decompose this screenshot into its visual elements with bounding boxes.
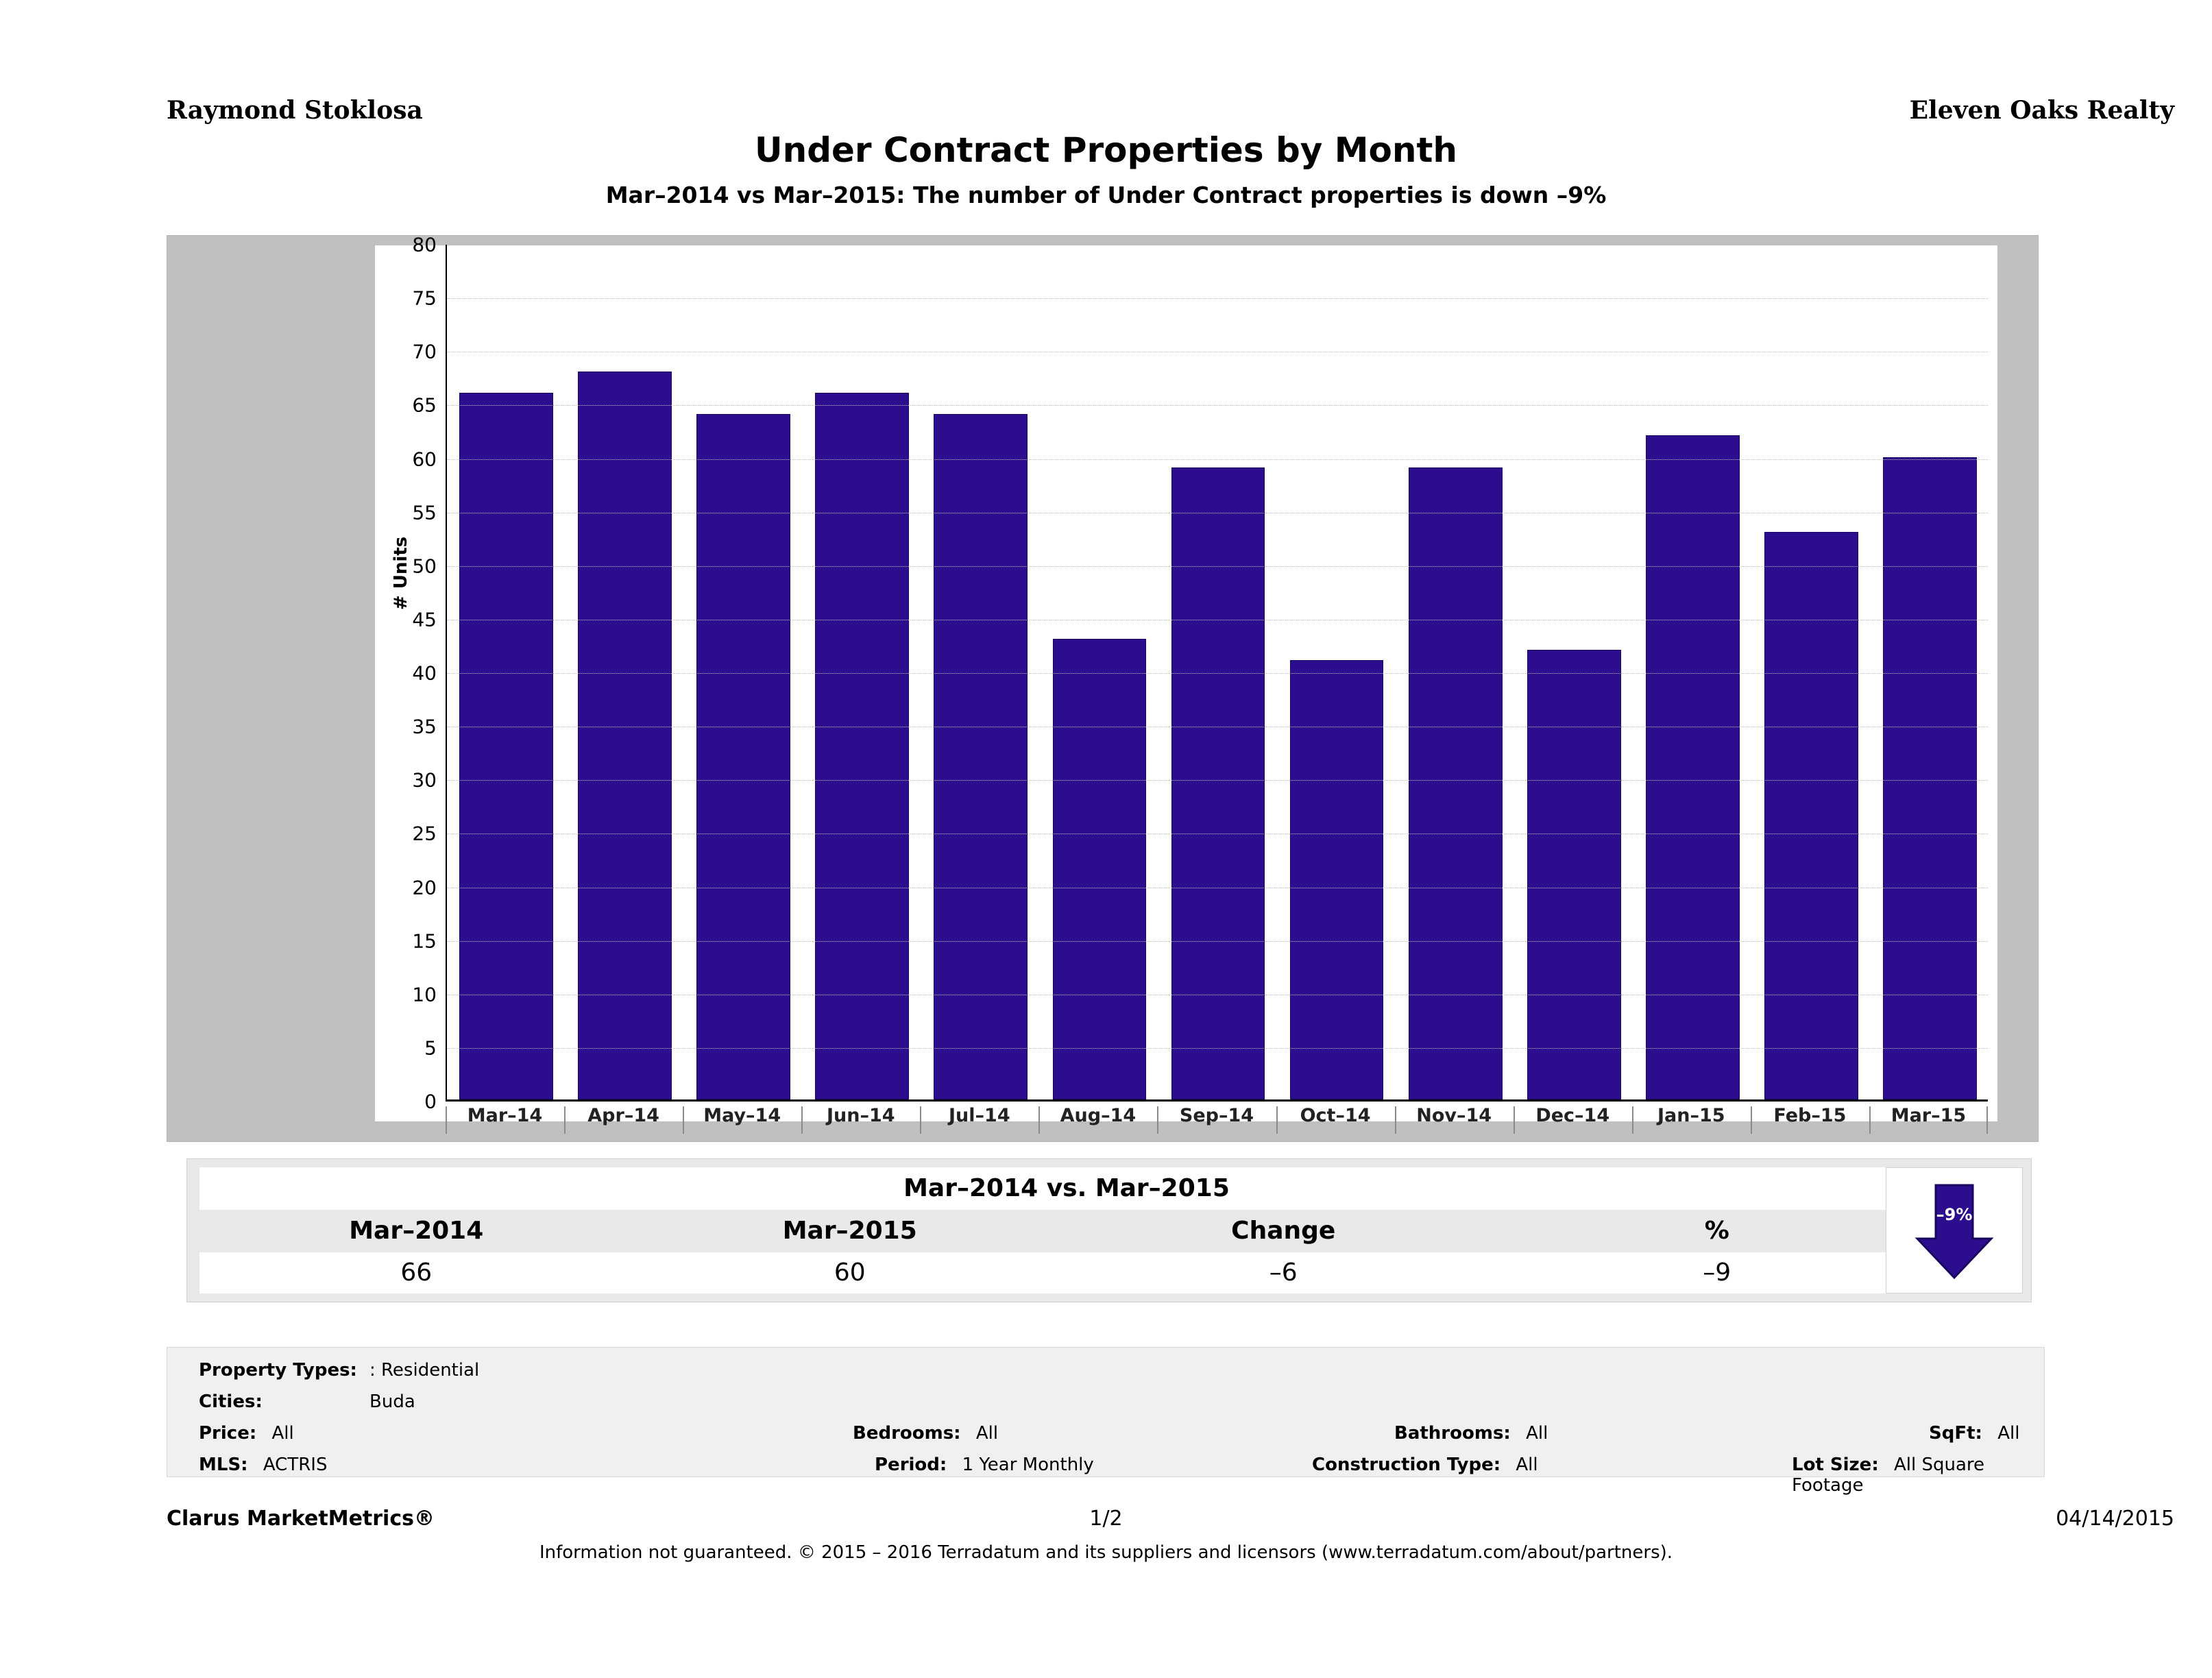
x-axis-separator [1276, 1106, 1278, 1134]
bar-series [447, 245, 1988, 1099]
y-axis-tick-label: 45 [412, 608, 437, 631]
filter-mls-value: ACTRIS [263, 1455, 328, 1475]
x-axis-tick-label: Dec–14 [1535, 1105, 1610, 1126]
filter-property-types-label: Property Types: [199, 1360, 357, 1381]
x-axis-separator [683, 1106, 684, 1134]
brokerage-name: Eleven Oaks Realty [1909, 96, 2174, 125]
down-arrow-icon [1903, 1179, 2006, 1282]
page-subtitle: Mar–2014 vs Mar–2015: The number of Under Contract properties is down –9% [605, 182, 1607, 208]
x-axis-tick-label: Apr–14 [587, 1105, 659, 1126]
filter-period-label: Period: [875, 1455, 947, 1475]
x-axis-separator [920, 1106, 921, 1134]
bar [1527, 650, 1621, 1099]
x-axis-separator [1751, 1106, 1752, 1134]
comparison-header-row [199, 1210, 1934, 1252]
footer-date: 04/14/2015 [2056, 1507, 2174, 1531]
bar [578, 372, 672, 1100]
y-axis-tick-label: 80 [412, 233, 437, 256]
x-axis-separator [446, 1106, 447, 1134]
bar [459, 393, 553, 1099]
comparison-value-cell: 60 [834, 1258, 866, 1287]
footer-page-number: 1/2 [1089, 1507, 1123, 1531]
bar [934, 414, 1028, 1099]
comparison-panel [186, 1158, 2032, 1302]
y-axis-label: # Units [391, 536, 411, 610]
x-axis-tick-label: Feb–15 [1773, 1105, 1847, 1126]
comparison-header-cell: % [1704, 1217, 1729, 1245]
comparison-value-cell: –9 [1703, 1258, 1731, 1287]
x-axis-separator [1869, 1106, 1871, 1134]
gridline [447, 298, 1988, 299]
y-axis-tick-label: 75 [412, 287, 437, 310]
filter-cities-value: Buda [369, 1391, 415, 1412]
filter-cities-label: Cities: [199, 1391, 263, 1412]
y-axis-tick-label: 10 [412, 983, 437, 1006]
y-axis-tick-label: 0 [424, 1090, 437, 1113]
comparison-header-cell: Mar–2014 [349, 1217, 484, 1245]
x-axis-tick-label: Oct–14 [1300, 1105, 1371, 1126]
gridline [447, 405, 1988, 406]
x-axis-separator [801, 1106, 803, 1134]
x-axis-tick-label: May–14 [703, 1105, 781, 1126]
x-axis-tick-label: Aug–14 [1060, 1105, 1137, 1126]
x-axis-separator [1157, 1106, 1158, 1134]
comparison-header-cell: Mar–2015 [782, 1217, 917, 1245]
y-axis-tick-label: 30 [412, 768, 437, 792]
footer-brand: Clarus MarketMetrics® [167, 1507, 435, 1531]
page-title: Under Contract Properties by Month [755, 130, 1457, 170]
gridline [447, 1048, 1988, 1049]
plot-area [446, 245, 1988, 1102]
gridline [447, 566, 1988, 567]
agent-name: Raymond Stoklosa [167, 96, 423, 125]
comparison-value-cell: 66 [400, 1258, 433, 1287]
filter-sqft-label: SqFt: [1929, 1423, 1982, 1444]
comparison-header-cell: Change [1231, 1217, 1336, 1245]
filter-sqft-value: All [1997, 1423, 2020, 1444]
gridline [447, 459, 1988, 460]
bar [1409, 467, 1503, 1099]
x-axis-tick-label: Mar–15 [1891, 1105, 1967, 1126]
trend-badge-label: –9% [1936, 1205, 1973, 1224]
bar [815, 393, 909, 1099]
x-axis-tick-label: Nov–14 [1416, 1105, 1492, 1126]
y-axis-tick-label: 35 [412, 715, 437, 738]
x-axis-tick-label: Sep–14 [1179, 1105, 1254, 1126]
x-axis-ticks [446, 1105, 1988, 1136]
bar [696, 414, 790, 1099]
y-axis-tick-label: 25 [412, 822, 437, 845]
comparison-value-cell: –6 [1269, 1258, 1298, 1287]
x-axis-tick-label: Jun–14 [826, 1105, 895, 1126]
filter-construction-type-value: All [1516, 1455, 1538, 1475]
y-axis-tick-label: 65 [412, 393, 437, 417]
gridline [447, 780, 1988, 781]
bar [1053, 639, 1147, 1099]
y-axis-tick-label: 15 [412, 929, 437, 953]
filter-price-label: Price: [199, 1423, 257, 1444]
x-axis-separator [1986, 1106, 1988, 1134]
x-axis-tick-label: Jan–15 [1657, 1105, 1725, 1126]
x-axis-tick-label: Mar–14 [467, 1105, 543, 1126]
y-axis-tick-label: 55 [412, 501, 437, 524]
x-axis-separator [1632, 1106, 1633, 1134]
comparison-value-row [199, 1252, 1934, 1293]
filter-period-value: 1 Year Monthly [962, 1455, 1094, 1475]
filter-lot-size-value: All Square Footage [1792, 1455, 1985, 1496]
x-axis-separator [1514, 1106, 1515, 1134]
trend-badge [1886, 1167, 2023, 1293]
y-axis-tick-label: 20 [412, 876, 437, 899]
y-axis-tick-label: 50 [412, 555, 437, 578]
y-axis-tick-label: 40 [412, 661, 437, 685]
y-axis-tick-label: 5 [424, 1036, 437, 1060]
filter-bedrooms-value: All [975, 1423, 999, 1444]
bar [1764, 532, 1858, 1099]
gridline [447, 673, 1988, 674]
x-axis-separator [1038, 1106, 1040, 1134]
bar [1646, 435, 1740, 1099]
filter-construction-type-label: Construction Type: [1312, 1455, 1501, 1475]
x-axis-tick-label: Jul–14 [949, 1105, 1010, 1126]
gridline [447, 941, 1988, 942]
filter-property-types-value: : Residential [369, 1360, 480, 1381]
comparison-title: Mar–2014 vs. Mar–2015 [199, 1167, 1934, 1210]
filter-bedrooms-label: Bedrooms: [853, 1423, 961, 1444]
bar [1883, 457, 1977, 1100]
y-axis-tick-label: 60 [412, 448, 437, 470]
filter-mls-label: MLS: [199, 1455, 248, 1475]
y-axis-ticks [327, 233, 437, 1113]
filters-panel [167, 1347, 2045, 1496]
x-axis-separator [1395, 1106, 1396, 1134]
filter-bathrooms-label: Bathrooms: [1394, 1423, 1511, 1444]
filter-price-value: All [271, 1423, 294, 1444]
filter-lot-size-label: Lot Size: [1792, 1455, 1879, 1475]
y-axis-tick-label: 70 [412, 340, 437, 363]
x-axis-separator [564, 1106, 566, 1134]
bar [1171, 467, 1265, 1099]
footer-disclaimer: Information not guaranteed. © 2015 – 2016 Terradatum and its suppliers and licensors (www.terradatum.com/about/partners). [539, 1542, 1673, 1563]
filter-bathrooms-value: All [1526, 1423, 1548, 1444]
